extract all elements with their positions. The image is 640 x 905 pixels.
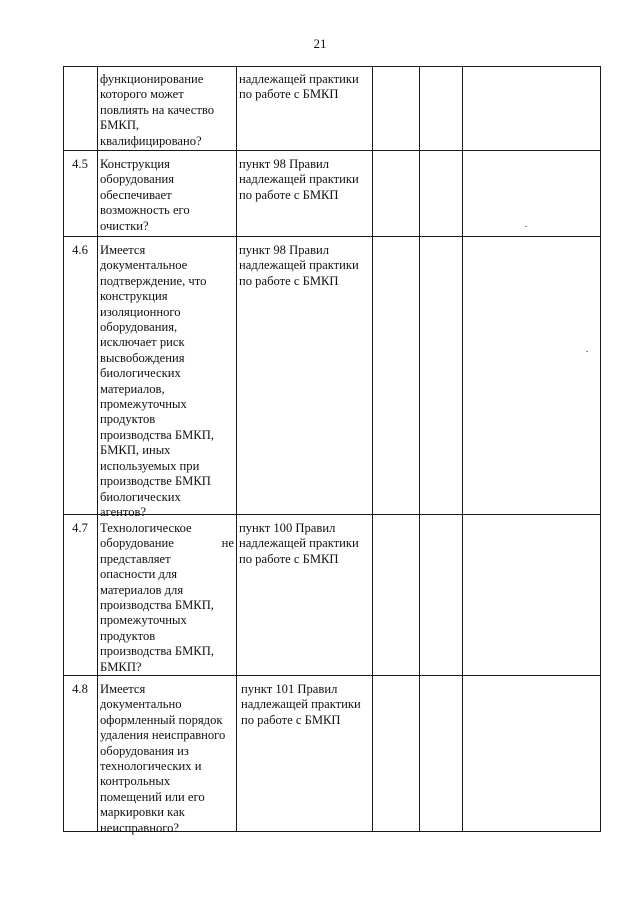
- question-line: исключает риск: [100, 335, 185, 350]
- question-line: БМКП, иных: [100, 443, 171, 458]
- question-line: производства БМКП,: [100, 427, 214, 442]
- reference-line: по работе с БМКП: [241, 712, 341, 727]
- question-line: контрольных: [100, 774, 171, 789]
- question-line: возможность его: [100, 203, 190, 218]
- reference-line: пункт 98 Правил: [239, 243, 330, 257]
- question-line: Имеется: [100, 243, 146, 257]
- question-line: очистки?: [100, 218, 149, 233]
- table-border-left: [63, 66, 64, 832]
- question-line: используемых при: [100, 458, 200, 473]
- question-line: квалифицировано?: [100, 133, 202, 148]
- question-line: материалов,: [100, 381, 165, 396]
- requirement-question: [100, 243, 233, 520]
- reference-line: надлежащей практики: [239, 536, 359, 551]
- item-number: 4.6: [72, 243, 88, 257]
- reference-line: пункт 101 Правил: [241, 682, 338, 696]
- question-line: документально: [100, 697, 182, 712]
- question-line: БМКП,: [100, 118, 140, 133]
- question-line: Технологическое: [100, 521, 192, 535]
- question-line: оборудования: [100, 172, 174, 187]
- table-border-right: [600, 66, 601, 832]
- question-line: повлиять на качество: [100, 102, 215, 117]
- reference-line: пункт 98 Правил: [239, 157, 330, 171]
- question-line: документальное: [100, 258, 188, 273]
- requirement-question: [100, 521, 234, 675]
- legal-reference: [241, 682, 371, 728]
- reference-line: по работе с БМКП: [239, 187, 339, 202]
- table-border-top: [63, 66, 601, 67]
- scan-speck: [586, 351, 588, 352]
- question-line: неисправного?: [100, 820, 180, 835]
- item-number: 4.7: [72, 521, 88, 535]
- requirement-question: [100, 157, 233, 234]
- question-line: удаления неисправного: [100, 728, 226, 743]
- question-line: производства БМКП,: [100, 598, 214, 613]
- scan-speck: [525, 226, 527, 227]
- question-line: функционирование: [100, 72, 204, 86]
- question-line: биологических: [100, 366, 181, 381]
- question-line: опасности для: [100, 567, 178, 582]
- question-line: промежуточных: [100, 613, 187, 628]
- question-line: продуктов: [100, 628, 156, 643]
- column-divider: [372, 66, 373, 832]
- checklist-table: [63, 66, 601, 835]
- column-divider: [419, 66, 420, 832]
- question-line: помещений или его: [100, 789, 205, 804]
- question-line: оборудования из: [100, 743, 189, 758]
- legal-reference: [239, 157, 371, 203]
- question-line: маркировки как: [100, 805, 185, 820]
- question-line: биологических: [100, 489, 181, 504]
- legal-reference: [239, 243, 371, 289]
- column-divider: [97, 66, 98, 832]
- column-divider: [236, 66, 237, 832]
- row-divider: [63, 150, 601, 151]
- row-divider: [63, 675, 601, 676]
- question-line: продуктов: [100, 412, 156, 427]
- legal-reference: [239, 72, 371, 103]
- question-line: изоляционного: [100, 304, 181, 319]
- question-word: оборудование: [100, 536, 174, 551]
- reference-line: надлежащей практики: [241, 697, 361, 712]
- legal-reference: [239, 521, 371, 567]
- question-line: материалов для: [100, 582, 184, 597]
- question-line: высвобождения: [100, 350, 185, 365]
- reference-line: пункт 100 Правил: [239, 521, 336, 535]
- reference-line: по работе с БМКП: [239, 551, 339, 566]
- item-number: 4.8: [72, 682, 88, 696]
- question-line: оформленный порядок: [100, 712, 223, 727]
- reference-line: по работе с БМКП: [239, 273, 339, 288]
- question-line: агентов?: [100, 504, 147, 519]
- question-line: БМКП?: [100, 659, 142, 674]
- question-line: [100, 536, 234, 551]
- question-line: оборудования,: [100, 320, 178, 335]
- question-line: производстве БМКП: [100, 474, 211, 489]
- question-line: представляет: [100, 551, 171, 566]
- question-line: подтверждение, что: [100, 273, 207, 288]
- question-line: производства БМКП,: [100, 644, 214, 659]
- question-line: обеспечивает: [100, 187, 172, 202]
- reference-line: надлежащей практики: [239, 172, 359, 187]
- page-number: 21: [313, 36, 327, 51]
- question-line: которого может: [100, 87, 184, 102]
- requirement-question: [100, 72, 233, 149]
- reference-line: надлежащей практики: [239, 258, 359, 273]
- requirement-question: [100, 682, 234, 836]
- reference-line: по работе с БМКП: [239, 87, 339, 102]
- question-line: Конструкция: [100, 157, 170, 171]
- item-number: 4.5: [72, 157, 88, 171]
- question-line: конструкция: [100, 289, 168, 304]
- question-line: технологических и: [100, 759, 202, 774]
- question-line: Имеется: [100, 682, 146, 696]
- row-divider: [63, 236, 601, 237]
- column-divider: [462, 66, 463, 832]
- reference-line: надлежащей практики: [239, 72, 359, 86]
- question-word: не: [221, 536, 234, 551]
- question-line: промежуточных: [100, 397, 187, 412]
